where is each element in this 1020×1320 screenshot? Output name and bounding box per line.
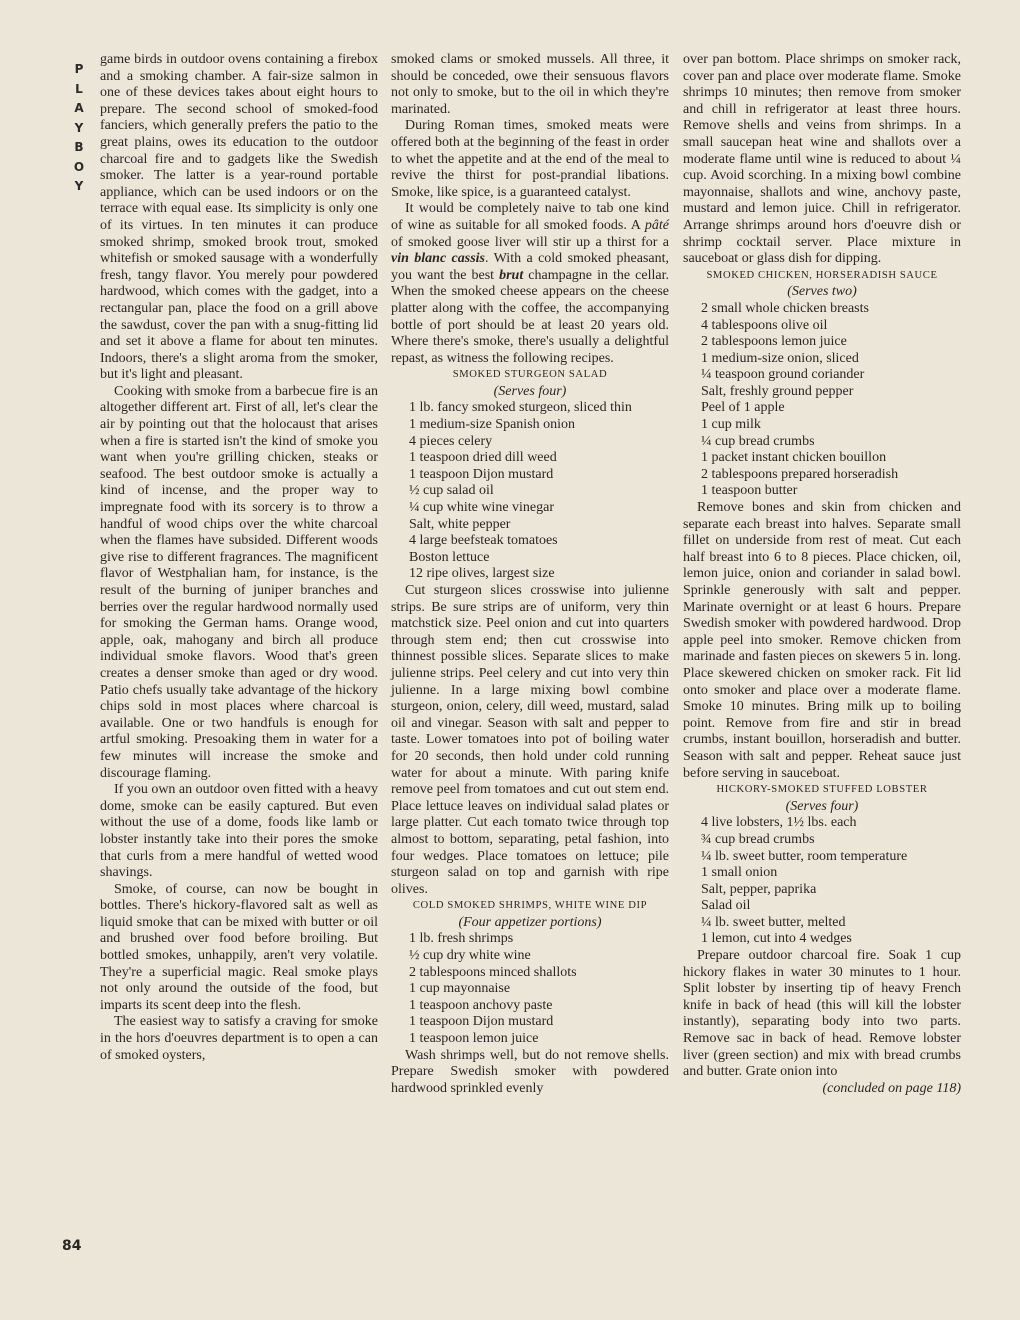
paragraph: During Roman times, smoked meats were offered both at the beginning of the feast in order to whet the appetite and at the end of the meal to revive the thirst for post-prandial libations. Smoke, like spice, is a guaranteed catalyst. xyxy=(391,118,669,200)
masthead-letter: L xyxy=(75,81,83,96)
ingredient: 1 cup mayonnaise xyxy=(409,981,511,997)
ingredient: 1 teaspoon dried dill weed xyxy=(409,450,557,466)
ingredient: ¾ cup bread crumbs xyxy=(701,831,815,847)
ingredient: Peel of 1 apple xyxy=(701,400,785,416)
paragraph xyxy=(391,201,669,367)
ingredient: ¼ teaspoon ground coriander xyxy=(701,367,865,383)
ingredient: 2 tablespoons prepared horseradish xyxy=(701,466,899,482)
ingredient: 1 teaspoon butter xyxy=(701,483,798,499)
recipe-method: Prepare outdoor charcoal fire. Soak 1 cup hickory flakes in water 30 minutes to 1 hour. Split lobster by inserting tip of heavy French knife in back of head (this will kill the lobster instantly), separating body into two parts. Remove sac in back of head. Remove lobster liver (green section) and mix with bread crumbs and butter. Grate onion into xyxy=(683,948,961,1080)
ingredient: ¼ lb. sweet butter, room temperature xyxy=(701,848,908,864)
ingredient-list xyxy=(391,931,669,1047)
ingredient: 2 small whole chicken breasts xyxy=(701,300,869,316)
ingredient: 1 cup milk xyxy=(701,417,761,433)
paragraph: If you own an outdoor oven fitted with a heavy dome, smoke can be easily captured. But even without the use of a dome, foods like lamb or lobster instantly take into their pores the smoke that curls from a mere handful of wetted wood shavings. xyxy=(100,782,378,881)
masthead-letter: P xyxy=(74,62,84,76)
ingredient: 4 tablespoons olive oil xyxy=(701,317,828,333)
ingredient: 1 teaspoon Dijon mustard xyxy=(409,466,554,482)
ingredient: 1 teaspoon anchovy paste xyxy=(409,997,553,1013)
italic-term: pâté xyxy=(644,217,669,233)
ingredient: 1 lemon, cut into 4 wedges xyxy=(701,931,852,947)
ingredient: 2 tablespoons minced shallots xyxy=(409,964,577,980)
recipe-serves: (Serves four) xyxy=(785,798,859,814)
ingredient: ½ cup salad oil xyxy=(409,483,494,499)
paragraph: game birds in outdoor ovens containing a firebox and a smoking chamber. A fair-size salmon in one of these devices takes about eight hours to prepare. The second school of smoked-food fanciers, which generally prefers the patio to the great plains, owes its education to the outdoor charcoal fire and to gadgets like the Swedish smoker. The latter is a year-round portable appliance, which can be used indoors or on the terrace with equal ease. Its simplicity is only one of its virtues. In ten minutes it can produce smoked shrimp, smoked brook trout, smoked whitefish or smoked sausage with a wonderfully fresh, tangy flavor. You merely pour powdered hardwood, which comes with the gadget, into a rectangular pan, place the food on a grill above the sawdust, cover the pan with a snug-fitting lid and set it above a flame for about ten minutes. Indoors, there's a slight aroma from the smoker, but it's light and pleasant. xyxy=(100,52,378,383)
masthead-letter: Y xyxy=(74,120,84,135)
paragraph: smoked clams or smoked mussels. All three, it should be conceded, owe their sensuous flavors not only to smoke, but to the oil in which they're marinated. xyxy=(391,52,669,117)
ingredient-list xyxy=(683,815,961,948)
italic-term: vin blanc cassis xyxy=(391,251,486,267)
recipe-serves: (Four appetizer portions) xyxy=(458,914,602,930)
ingredient: 1 medium-size Spanish onion xyxy=(409,417,576,433)
text-column-1 xyxy=(100,52,378,1064)
recipe-method: Wash shrimps well, but do not remove shells. Prepare Swedish smoker with powdered hardwood sprinkled evenly xyxy=(391,1047,669,1096)
recipe-title: SMOKED STURGEON SALAD xyxy=(452,369,608,381)
recipe-method: Remove bones and skin from chicken and separate each breast into halves. Separate small fillet on underside from rest of meat. Cut each half breast into 6 to 8 pieces. Place chicken, oil, lemon juice, onion and coriander in salad bowl. Sprinkle generously with salt and pepper. Marinate overnight or at least 6 hours. Prepare Swedish smoker with powdered hardwood. Drop apple peel into smoker. Remove chicken from marinade and fasten pieces on skewers 5 in. long. Place skewered chicken on smoker rack. Fit lid onto smoker and place over a moderate flame. Smoke 10 minutes. Bring milk up to boiling point. Remove from fire and stir in bread crumbs, instant bouillon, horseradish and butter. Season with salt and pepper. Reheat sauce just before serving in sauceboat. xyxy=(683,500,961,781)
recipe-title: SMOKED CHICKEN, HORSERADISH SAUCE xyxy=(706,269,938,281)
recipe-title: COLD SMOKED SHRIMPS, WHITE WINE DIP xyxy=(412,900,648,912)
ingredient: 12 ripe olives, largest size xyxy=(409,566,555,582)
recipe-serves: (Serves four) xyxy=(493,383,567,399)
paragraph: The easiest way to satisfy a craving for smoke in the hors d'oeuvres department is to open a can of smoked oysters, xyxy=(100,1014,378,1063)
recipe-title: HICKORY-SMOKED STUFFED LOBSTER xyxy=(716,784,928,796)
ingredient: 1 small onion xyxy=(701,865,778,881)
ingredient: Salt, pepper, paprika xyxy=(701,881,817,897)
ingredient: 1 lb. fancy smoked sturgeon, sliced thin xyxy=(409,400,632,416)
ingredient: 1 teaspoon Dijon mustard xyxy=(409,1014,554,1030)
ingredient: 1 lb. fresh shrimps xyxy=(409,931,514,947)
ingredient: 4 pieces celery xyxy=(409,433,493,449)
paragraph: Smoke, of course, can now be bought in bottles. There's hickory-flavored salt as well as liquid smoke that can be mixed with butter or oil and brushed over food before broiling. But bottled smokes, unhappily, aren't very volatile. They're a superficial magic. Real smoke plays not only around the outside of the food, but imparts its scent deep into the flesh. xyxy=(100,881,378,1013)
text-run: . With a cold smoked pheasant, you want the best xyxy=(391,251,669,283)
text-run: It would be completely naive to tab one kind of wine as suitable for all smoked foods. A xyxy=(391,201,669,233)
ingredient: Salt, white pepper xyxy=(409,516,511,532)
ingredient: ¼ cup bread crumbs xyxy=(701,433,815,449)
masthead-letter: Y xyxy=(74,179,84,193)
ingredient: 1 teaspoon lemon juice xyxy=(409,1031,539,1047)
masthead-letter: A xyxy=(74,101,84,115)
paragraph: Cooking with smoke from a barbecue fire is an altogether different art. First of all, let's clear the air by pointing out that the holocaust that arises when a fire is started isn't the kind of smoke you want when you're grilling chicken, steaks or seafood. The best outdoor smoke is actually a kind of incense, and the proper way to impregnate food with its sorcery is to throw a handful of wood chips over the white charcoal when the flames have subsided. Different woods give rise to different fragrances. The magnificent flavor of Westphalian ham, for instance, is the result of the burning of juniper branches and berries over the regular hardwood normally used for smoking the German hams. Orange wood, apple, oak, mahogany and birch all produce individual smoke flavors. Wood that's green creates a denser smoke than aged or dry wood. Patio chefs usually take advantage of the hickory chips sold in most places where charcoal is available. One or two handfuls is enough for artful smoking. Presoaking them in water for a few minutes will increase the smoke and discourage flaming. xyxy=(100,383,378,781)
text-run: champagne in the cellar. When the smoked cheese appears on the cheese platter along with the coffee, the accompanying bottle of port should be at least 20 years old. Where there's smoke, there's usually a delightful repast, as witness the following recipes. xyxy=(391,267,669,366)
italic-term: brut xyxy=(499,267,524,283)
ingredient: 1 packet instant chicken bouillon xyxy=(701,450,887,466)
text-run: of smoked goose liver will stir up a thirst for a xyxy=(391,234,669,250)
ingredient: Salt, freshly ground pepper xyxy=(701,383,854,399)
text-column-2 xyxy=(391,52,669,1097)
ingredient: Boston lettuce xyxy=(409,549,490,565)
masthead-letter: B xyxy=(74,140,84,154)
ingredient: 1 medium-size onion, sliced xyxy=(701,350,859,366)
recipe-method-continued: over pan bottom. Place shrimps on smoker rack, cover pan and place over moderate flame. Smoke shrimps 10 minutes; then remove from smoker and chill in refrigerator at least three hours. Remove shells and veins from shrimps. In a small saucepan heat wine and shallots over a moderate flame until wine is reduced to about ¼ cup. Avoid scorching. In a mixing bowl combine mayonnaise, shallots and wine, anchovy paste, mustard and lemon juice. Chill in refrigerator. Arrange shrimps around hors d'oeuvre dish or shrimp cocktail server. Place mixture in sauceboat or glass dish for dipping. xyxy=(683,52,961,267)
masthead-vertical xyxy=(66,60,92,197)
ingredient: ¼ lb. sweet butter, melted xyxy=(701,914,846,930)
ingredient: ½ cup dry white wine xyxy=(409,948,531,964)
ingredient: 2 tablespoons lemon juice xyxy=(701,334,847,350)
ingredient: 4 live lobsters, 1½ lbs. each xyxy=(701,815,857,831)
continued-note: (concluded on page 118) xyxy=(822,1080,961,1096)
ingredient: ¼ cup white wine vinegar xyxy=(409,500,555,516)
ingredient-list xyxy=(391,400,669,583)
ingredient-list xyxy=(683,301,961,500)
recipe-serves: (Serves two) xyxy=(787,284,857,300)
ingredient: 4 large beefsteak tomatoes xyxy=(409,533,558,549)
page-number: 84 xyxy=(62,1238,82,1254)
ingredient: Salad oil xyxy=(701,898,751,914)
recipe-method: Cut sturgeon slices crosswise into julienne strips. Be sure strips are of uniform, very thin matchstick size. Peel onion and cut into quarters through stem end; then cut crosswise into thinnest possible slices. Separate slices to make julienne strips. Peel celery and cut into very thin julienne. In a large mixing bowl combine sturgeon, onion, celery, dill weed, mustard, salad oil and vinegar. Season with salt and pepper to taste. Lower tomatoes into pot of boiling water for 20 seconds, then hold under cold running water for about a minute. With paring knife remove peel from tomatoes and cut out stem end. Place lettuce leaves on individual salad plates or large platter. Cut each tomato twice through top almost to bottom, separating, petal fashion, into four wedges. Place tomatoes on lettuce; pile sturgeon salad on top and garnish with ripe olives. xyxy=(391,583,669,897)
masthead-letter: O xyxy=(73,159,85,174)
text-column-3 xyxy=(683,52,961,1097)
